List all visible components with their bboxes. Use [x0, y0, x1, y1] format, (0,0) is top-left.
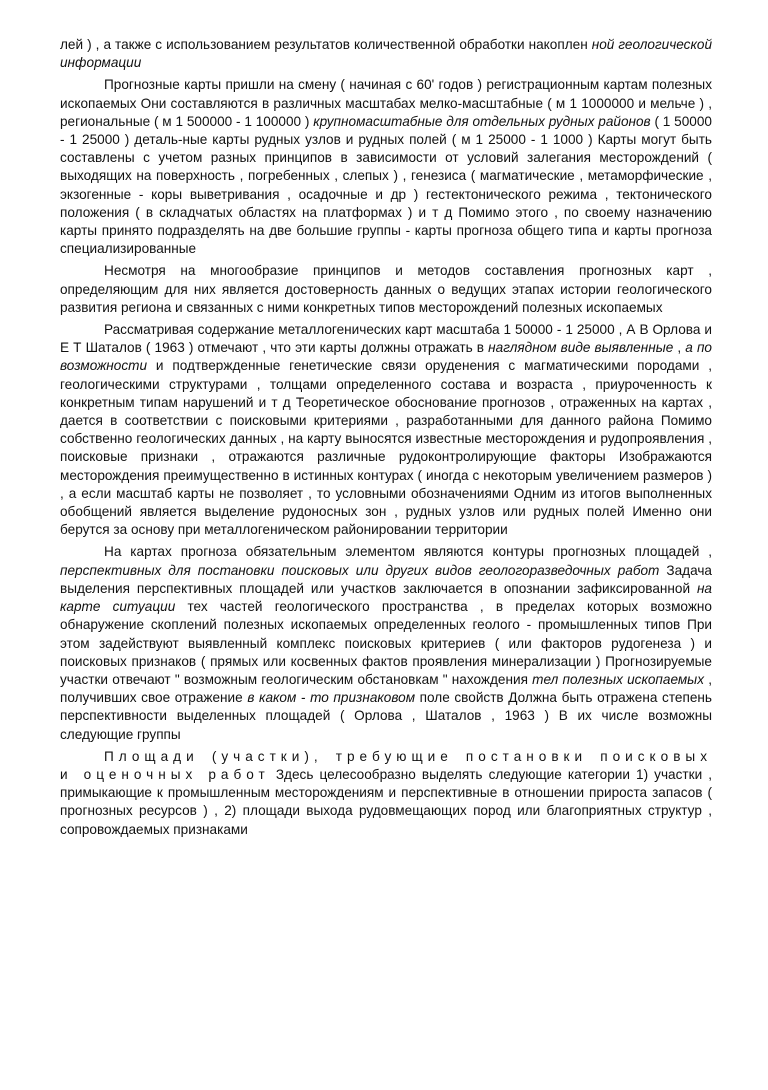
italic-segment: а по возможности — [60, 340, 712, 374]
text-segment: Задача выделения перспективных площадей или участков заключается в опознании зафиксированной — [60, 562, 712, 596]
text-segment: Прогнозные карты пришли на смену ( начиная с 60' годов ) регистрационным картам полезных ископаемых Они составляются в различных масштабах мелко-масштабные ( м 1 1000000 и мельче ) , региональные ( м 1 500000 - 1 100000 ) — [60, 77, 712, 129]
spaced-heading-segment: Площади (участки), требующие постановки поисковых и оценочных работ — [60, 748, 712, 782]
italic-segment: крупномасштабные для отдельных рудных районов — [313, 113, 651, 129]
italic-segment: наглядном виде выявленные — [488, 340, 674, 356]
text-segment: ( 1 50000 - 1 25000 ) деталь-ные карты рудных узлов и рудных полей ( м 1 25000 - 1 1000 ) Карты могут быть составлены с учетом разных принципов в зависимости от условий залегания месторождений ( выходящих на поверхность , погребенных , слепых ) , генезиса ( магматические , метаморфические , экзогенные - коры выветривания , осадочные и др ) гестектонического режима , тектонического положения ( в складчатых областях на платформах ) и т д Помимо этого , по своему назначению карты принято подразделять на две большие группы - карты прогноза общего типа и карты прогноза специализированные — [60, 113, 712, 257]
text-segment: лей ) , а также с использованием результатов количественной обработки накоплен — [60, 37, 588, 52]
text-segment: поле свойств Должна быть отражена степень перспективности выделенных площадей ( Орлова , Шаталов , 1963 ) В их числе возможны следующие группы — [60, 690, 712, 742]
italic-segment: перспективных для постановки поисковых или других видов геологоразведочных работ — [60, 562, 660, 578]
paragraph-areas-requiring-search — [60, 748, 712, 839]
paragraph-metallogenic-maps — [60, 321, 712, 539]
paragraph-principles — [60, 262, 712, 317]
document-page — [60, 36, 712, 843]
text-segment: тех частей геологического пространства , в пределах которых возможно обнаружение скоплений полезных ископаемых определенных геолого - промышленных типов При этом задействуют выявленный комплекс поисковых критериев ( или факторов рудогенеза ) и поисковых признаков ( прямых или косвенных фактов проявления минерализации ) Прогнозируемые участки отвечают " возможным геологическим обстановкам " нахождения — [60, 599, 712, 687]
text-segment: Рассматривая содержание металлогенических карт масштаба 1 50000 - 1 25000 , А В Орлова и Е Т Шаталов ( 1963 ) отмечают , что эти карты должны отражать в — [60, 322, 712, 356]
paragraph-forecast-maps — [60, 76, 712, 258]
italic-segment: в каком - то признаковом — [247, 690, 416, 706]
italic-segment: ной геологической информации — [60, 37, 713, 71]
text-segment: Здесь целесообразно выделять следующие категории 1) участки , примыкающие к промышленным месторождениям и перспективные в отношении прироста запасов ( прогнозных ресурсов ) , 2) площади выхода рудовмещающих пород или благоприятных структур , сопровождаемых признаками — [60, 766, 712, 837]
text-segment: Несмотря на многообразие принципов и методов составления прогнозных карт , определяющим для них является достоверность данных о ведущих этапах истории геологического развития региона и связанных с ними конкретных типов месторождений полезных ископаемых — [60, 263, 712, 315]
italic-segment: на карте ситуации — [60, 580, 712, 615]
italic-segment: тел полезных ископаемых — [532, 671, 704, 687]
paragraph-continuation — [60, 36, 712, 72]
text-segment: и подтвержденные генетические связи оруденения с магматическими породами , геологическими структурами , толщами определенного состава и возраста , приуроченность к конкретным типам нарушений и т д Теоретическое обоснование прогнозов , отраженных на картах , дается в соответствии с поисковыми критериями , разработанными для данного района Помимо собственно геологических данных , на карту выносятся известные месторождения и рудопроявления , поисковые признаки , отражаются различные рудоконтролирующие факторы Изображаются месторождения преимущественно в истинных контурах ( иногда с некоторым увеличением размеров ) , а если масштаб карты не позволяет , то условными обозначениями Одним из итогов выполненных обобщений является выделение рудоносных зон , рудных узлов или рудных полей Именно они берутся за основу при металлогеническом районировании территории — [60, 358, 713, 538]
paragraph-forecast-contours — [60, 543, 712, 743]
text-segment: На картах прогноза обязательным элементом являются контуры прогнозных площадей , — [104, 544, 712, 560]
text-segment: , — [677, 340, 686, 356]
text-segment: , получивших свое отражение — [60, 671, 712, 706]
